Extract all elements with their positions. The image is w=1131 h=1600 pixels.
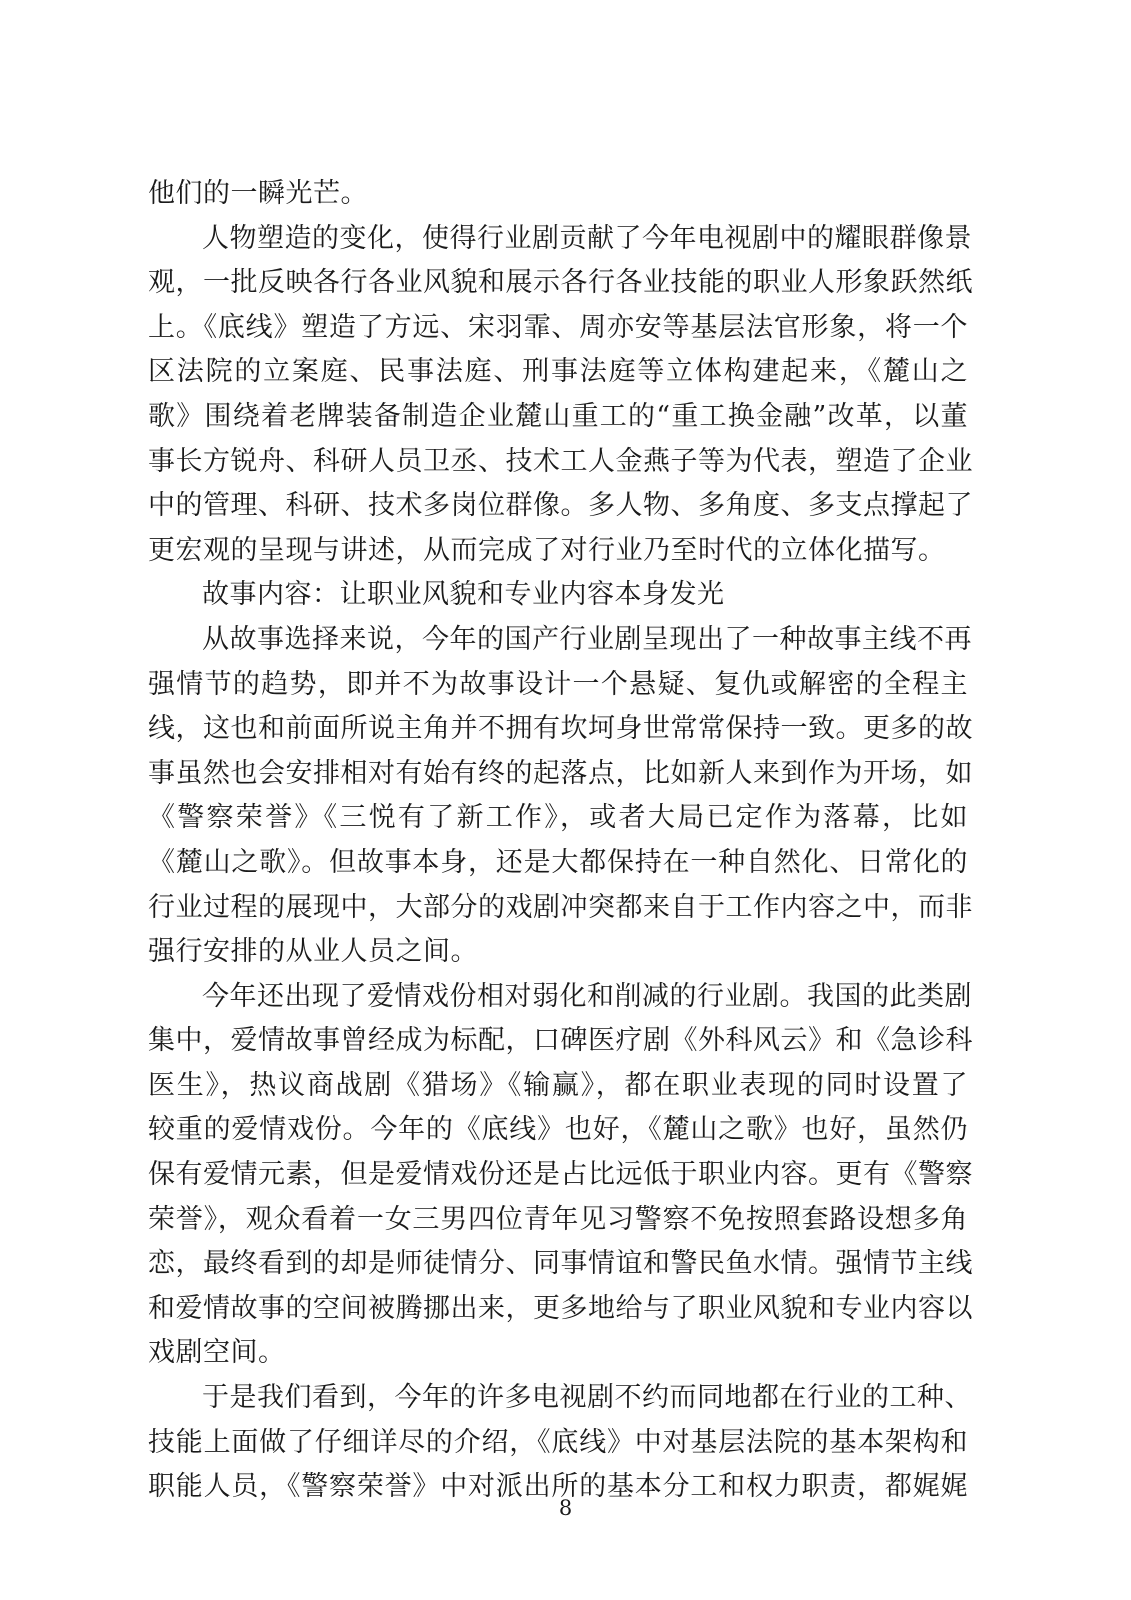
- page-number: 8: [558, 1496, 573, 1520]
- paragraph-first-line: 从故事选择来说，今年的国产行业剧呈现出了一种故事主线不再: [202, 623, 972, 655]
- paragraph-first-line: 人物塑造的变化，使得行业剧贡献了今年电视剧中的耀眼群像景: [202, 222, 972, 254]
- body-text: [148, 172, 973, 1510]
- text-line: 事长方锐舟、科研人员卫丞、技术工人金燕子等为代表，塑造了企业: [148, 445, 973, 477]
- paragraph-first-line: 今年还出现了爱情戏份相对弱化和削减的行业剧。我国的此类剧: [202, 980, 972, 1012]
- text-line: 区法院的立案庭、民事法庭、刑事法庭等立体构建起来，《麓山之: [148, 356, 968, 388]
- text-line: 观，一批反映各行各业风貌和展示各行各业技能的职业人形象跃然纸: [148, 267, 973, 299]
- text-line: 荣誉》，观众看着一女三男四位青年见习警察不免按照套路设想多角: [148, 1203, 968, 1235]
- text-line: 歌》围绕着老牌装备制造企业麓山重工的“重工换金融”改革，以董: [148, 400, 968, 432]
- text-line: 上。《底线》塑造了方远、宋羽霏、周亦安等基层法官形象，将一个: [148, 311, 968, 343]
- section-heading: 故事内容：让职业风貌和专业内容本身发光: [202, 579, 725, 611]
- text-line: 更宏观的呈现与讲述，从而完成了对行业乃至时代的立体化描写。: [148, 534, 946, 566]
- text-line: 保有爱情元素，但是爱情戏份还是占比远低于职业内容。更有《警察: [148, 1159, 973, 1191]
- text-line: 事虽然也会安排相对有始有终的起落点，比如新人来到作为开场，如: [148, 757, 973, 789]
- text-line: 中的管理、科研、技术多岗位群像。多人物、多角度、多支点撑起了: [148, 490, 973, 522]
- text-line: 恋，最终看到的却是师徒情分、同事情谊和警民鱼水情。强情节主线: [148, 1248, 973, 1280]
- text-line: 职能人员，《警察荣誉》中对派出所的基本分工和权力职责，都娓娓: [148, 1471, 968, 1503]
- text-line: 行业过程的展现中，大部分的戏剧冲突都来自于工作内容之中，而非: [148, 891, 973, 923]
- text-line: 《警察荣誉》《三悦有了新工作》，或者大局已定作为落幕，比如: [148, 802, 968, 834]
- text-line: 他们的一瞬光芒。: [148, 178, 368, 209]
- text-line: 集中，爱情故事曾经成为标配，口碑医疗剧《外科风云》和《急诊科: [148, 1025, 973, 1057]
- text-line: 戏剧空间。: [148, 1337, 286, 1369]
- text-line: 和爱情故事的空间被腾挪出来，更多地给与了职业风貌和专业内容以: [148, 1292, 973, 1324]
- text-line: 医生》，热议商战剧《猎场》《输赢》，都在职业表现的同时设置了: [148, 1069, 968, 1101]
- text-line: 线，这也和前面所说主角并不拥有坎坷身世常常保持一致。更多的故: [148, 713, 973, 745]
- text-line: 较重的爱情戏份。今年的《底线》也好，《麓山之歌》也好，虽然仍: [148, 1114, 968, 1146]
- text-line: 强情节的趋势，即并不为故事设计一个悬疑、复仇或解密的全程主: [148, 668, 968, 700]
- text-line: 技能上面做了仔细详尽的介绍，《底线》中对基层法院的基本架构和: [148, 1426, 968, 1458]
- text-line: 《麓山之歌》。但故事本身，还是大都保持在一种自然化、日常化的: [148, 846, 968, 878]
- text-line: 强行安排的从业人员之间。: [148, 936, 478, 968]
- paragraph-first-line: 于是我们看到，今年的许多电视剧不约而同地都在行业的工种、: [202, 1382, 972, 1414]
